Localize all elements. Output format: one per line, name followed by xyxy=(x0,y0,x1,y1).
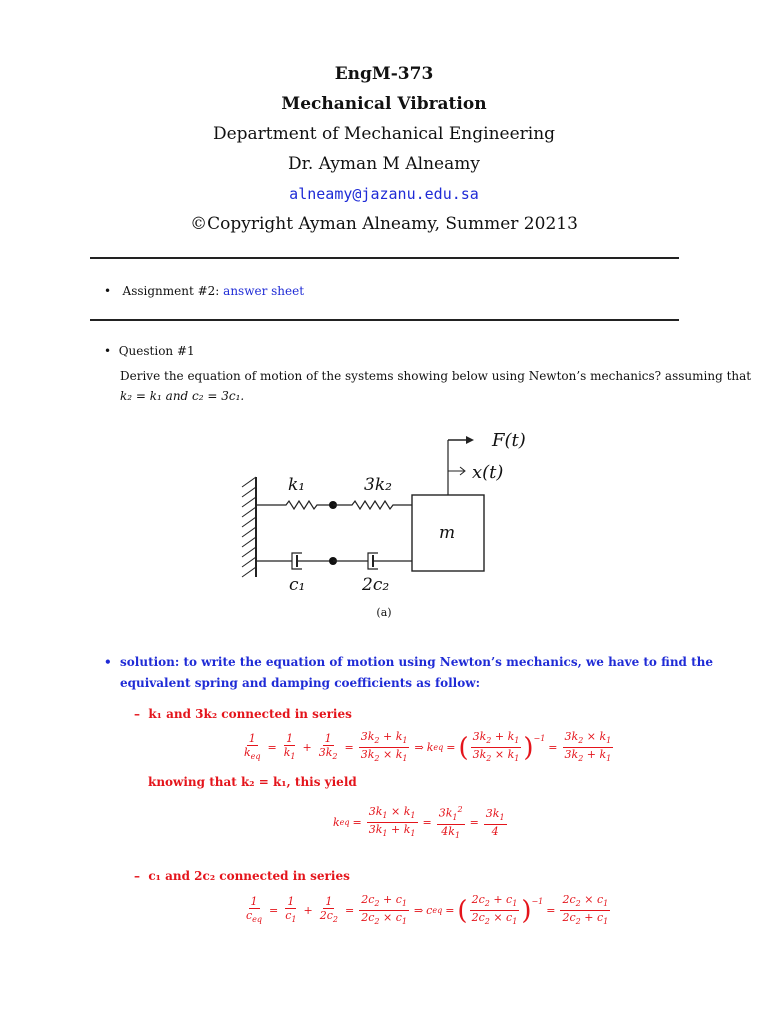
series-item-2: – c₁ and 2c₂ connected in series xyxy=(134,869,350,883)
damper-2c2 xyxy=(333,553,412,569)
divider-middle xyxy=(90,319,679,321)
solution-line: • solution: to write the equation of motion using Newton’s mechanics, we have to find the xyxy=(104,655,714,669)
force-label: F(t) xyxy=(492,430,526,451)
series-item-1-title: k₁ and 3k₂ connected in series xyxy=(148,707,352,721)
assignment-label: Assignment #2: xyxy=(122,284,220,298)
solution-intro-2: equivalent spring and damping coefficients as follow: xyxy=(120,676,480,690)
spring-3k2 xyxy=(333,501,412,509)
instructor: Dr. Ayman M Alneamy xyxy=(288,154,480,174)
copyright: ©Copyright Ayman Alneamy, Summer 20213 xyxy=(190,214,578,234)
equation-ceq: $\frac{1}{c_{eq}}$ = $\frac{1}{c_1}$ + $\frac{1}{2c_2}$ = $\frac{2c_2 + c_1}{2c_2 \times c_1}$ ⇒ c eq = ( $\frac{2c_2 + c_1}{2c_2 \times c_1}$ ) $^{-1}$ = $\frac{2c_2 \times c_1}{2c_2 + c_1}$ xyxy=(246,893,609,927)
solution-intro-1: solution: to write the equation of motion using Newton’s mechanics, we have to find the xyxy=(120,655,714,669)
knowing-text: knowing that k₂ = k₁, this yield xyxy=(148,775,357,789)
damper-c1-label: c₁ xyxy=(289,575,306,595)
divider-top xyxy=(90,257,679,259)
question-text-1: Derive the equation of motion of the systems showing below using Newton’s mechanics? assuming that xyxy=(120,369,752,383)
spring-3k2-label: 3k₂ xyxy=(364,475,392,495)
displacement-label: x(t) xyxy=(472,462,504,483)
mass-label: m xyxy=(439,523,456,543)
equation-keq: $\frac{1}{k_{eq}}$ = $\frac{1}{k_1}$ + $\frac{1}{3k_2}$ = $\frac{3k_2 + k_1}{3k_2 \times k_1}$ ⇒ k eq = ( $\frac{3k_2 + k_1}{3k_2 \times k_1}$ ) $^{-1}$ = $\frac{3k_2 \times k_1}{3k_2 + k_1}$ xyxy=(244,730,612,764)
equation-keq-simplified: k eq = $\frac{3k_1 \times k_1}{3k_1 + k_1}$ = $\frac{3k_1^2}{4k_1}$ = $\frac{3k_1}{4}$ xyxy=(333,804,505,841)
force-arrowhead xyxy=(466,436,474,444)
question-text-2: k₂ = k₁ and c₂ = 3c₁. xyxy=(120,389,245,403)
spring-k1 xyxy=(256,501,333,509)
series-item-2-title: c₁ and 2c₂ connected in series xyxy=(148,869,350,883)
spring-k1-label: k₁ xyxy=(288,475,306,495)
series-item-1: – k₁ and 3k₂ connected in series xyxy=(134,707,352,721)
vibration-figure xyxy=(234,425,534,600)
figure-caption: (a) xyxy=(376,606,392,619)
course-code: EngM-373 xyxy=(334,64,434,84)
spring-mass-damper-diagram xyxy=(234,425,534,600)
department: Department of Mechanical Engineering xyxy=(212,124,556,144)
question-title-line: • Question #1 xyxy=(104,344,195,358)
assignment-line: • Assignment #2: answer sheet xyxy=(104,284,305,298)
question-title: Question #1 xyxy=(118,344,195,358)
wall-hatching xyxy=(242,477,256,577)
course-title: Mechanical Vibration xyxy=(281,94,487,114)
email-link[interactable]: alneamy@jazanu.edu.sa xyxy=(289,185,479,203)
damper-2c2-label: 2c₂ xyxy=(362,575,390,595)
answer-sheet-link[interactable]: answer sheet xyxy=(223,284,305,298)
damper-c1 xyxy=(256,553,333,569)
